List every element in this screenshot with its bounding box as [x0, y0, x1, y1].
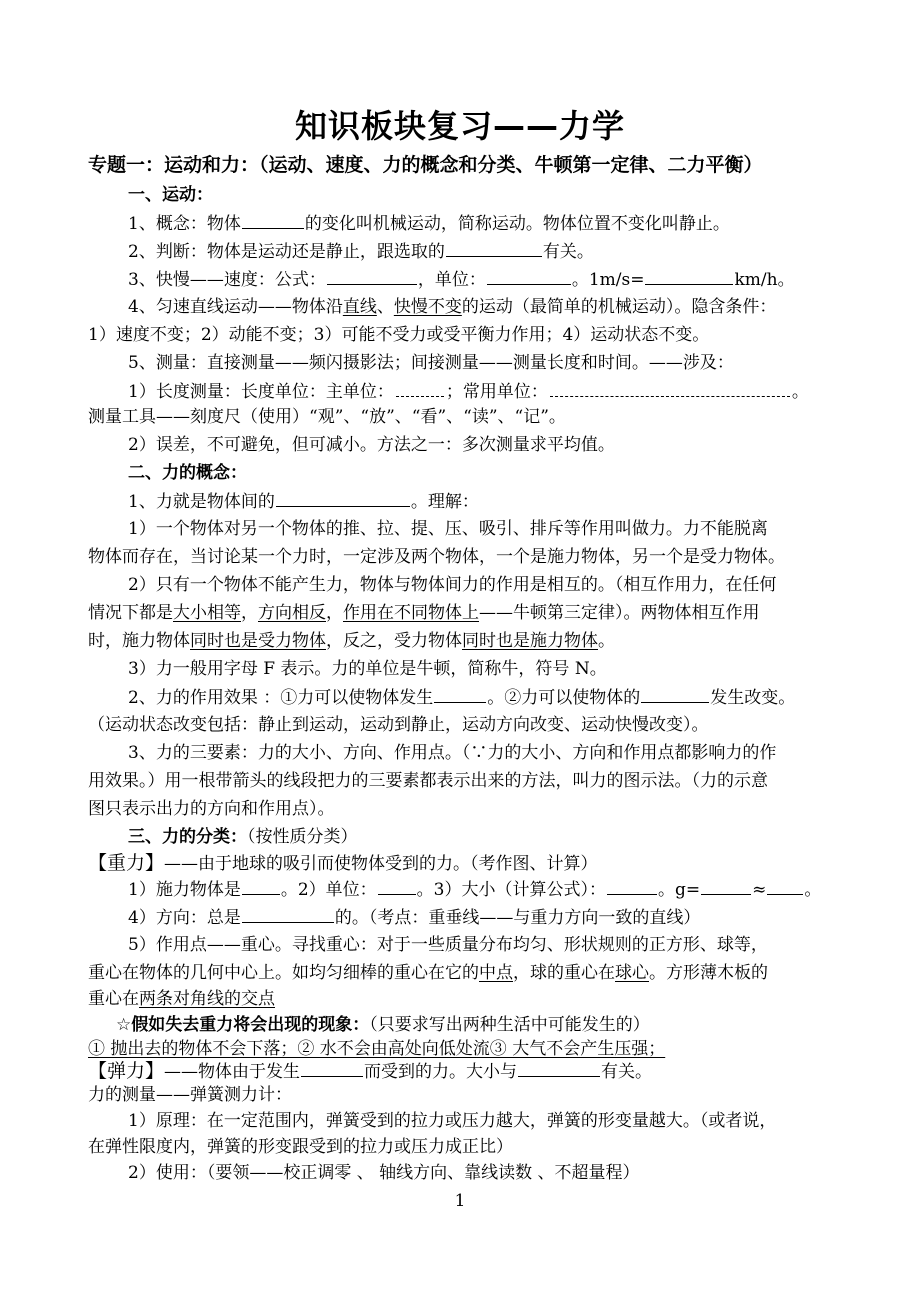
gravity-center-cont: 重心在物体的几何中心上。如均匀细棒的重心在它的中点，球的重心在球心。方形薄木板的	[88, 963, 768, 983]
force-paragraph: 物体而存在，当讨论某一个力时，一定涉及两个物体，一个是施力物体，另一个是受力物体。	[88, 547, 785, 567]
spring-principle-cont: 在弹性限度内，弹簧的形变跟受到的拉力或压力成正比）	[88, 1137, 513, 1157]
motion-speed: 3、快慢——速度：公式： ，单位： 。1m/s= km/h。	[128, 266, 795, 293]
fill-blank[interactable]	[242, 876, 280, 895]
force-unit: 3）力一般用字母 F 表示。力的单位是牛顿，简称牛，符号 N。	[128, 659, 607, 679]
no-gravity-answers: ① 抛出去的物体不会下落；② 水不会由高处向低处流③ 大气不会产生压强；	[88, 1039, 666, 1059]
force-paragraph: 3、力的三要素：力的大小、方向、作用点。（∵力的大小、方向和作用点都影响力的作	[128, 743, 777, 763]
page-number: 1	[454, 1191, 466, 1211]
fill-blank[interactable]	[301, 1058, 363, 1077]
document-title: 知识板块复习——力学	[294, 107, 625, 145]
implicit-conditions: 1）速度不变；2）动能不变；3）可能不受力或受平衡力作用；4）运动状态不变。	[88, 325, 710, 345]
topic-heading: 专题一：运动和力：（运动、速度、力的概念和分类、牛顿第一定律、二力平衡）	[88, 154, 763, 176]
measuring-tool: 测量工具——刻度尺（使用）“观”、“放”、“看”、“读”、“记”。	[88, 407, 566, 427]
motion-judge: 2、判断：物体是运动还是静止，跟选取的 有关。	[128, 238, 594, 265]
error-note: 2）误差，不可避免，但可减小。方法之一：多次测量求平均值。	[128, 435, 615, 455]
force-paragraph: 图只表示出力的方向和作用点）。	[88, 799, 335, 819]
fill-blank[interactable]	[767, 876, 803, 895]
fill-blank[interactable]	[396, 378, 444, 397]
spring-usage: 2）使用：（要领——校正调零 、 轴线方向、靠线读数 、不超量程）	[128, 1163, 640, 1183]
fill-blank[interactable]	[518, 1058, 600, 1077]
gravity-direction: 4）方向：总是 的。（考点：重垂线——与重力方向一致的直线）	[128, 904, 700, 931]
fill-blank[interactable]	[701, 876, 751, 895]
force-paragraph: 2）只有一个物体不能产生力，物体与物体间力的作用是相互的。（相互作用力，在任何	[128, 575, 777, 595]
fill-blank[interactable]	[378, 876, 416, 895]
elastic-definition: 【弹力】——物体由于发生 而受到的力。大小与 有关。	[88, 1060, 653, 1082]
section-heading-motion: 一、运动：	[128, 185, 213, 205]
spring-principle: 1）原理：在一定范围内，弹簧受到的拉力或压力越大，弹簧的形变量越大。（或者说，	[128, 1111, 777, 1131]
gravity-center-board: 重心在两条对角线的交点	[88, 989, 275, 1009]
fill-blank[interactable]	[645, 266, 733, 285]
uniform-motion: 4、匀速直线运动——物体沿直线、快慢不变的运动（最简单的机械运动）。隐含条件：	[128, 297, 777, 317]
fill-blank[interactable]	[242, 210, 304, 229]
fill-blank[interactable]	[327, 266, 417, 285]
force-measure: 力的测量——弹簧测力计：	[88, 1085, 292, 1105]
fill-blank[interactable]	[446, 238, 542, 257]
gravity-definition: 【重力】——由于地球的吸引而使物体受到的力。（考作图、计算）	[88, 852, 598, 874]
fill-blank[interactable]	[487, 266, 571, 285]
force-effects: 2、力的作用效果 ：①力可以使物体发生 。②力可以使物体的 发生改变。	[128, 684, 795, 711]
fill-blank[interactable]	[550, 378, 790, 397]
third-law-line: 情况下都是大小相等，方向相反，作用在不同物体上——牛顿第三定律）。两物体相互作用	[88, 603, 760, 623]
force-paragraph: 用效果。）用一根带箭头的线段把力的三要素都表示出来的方法，叫力的图示法。（力的示意	[88, 771, 768, 791]
motion-measure: 5、测量：直接测量——频闪摄影法；间接测量——测量长度和时间。——涉及：	[128, 353, 734, 373]
fill-blank[interactable]	[641, 684, 709, 703]
fill-blank[interactable]	[276, 488, 410, 507]
force-paragraph: 1）一个物体对另一个物体的推、拉、提、压、吸引、排斥等作用叫做力。力不能脱离	[128, 519, 768, 539]
mutual-force-line: 时，施力物体同时也是受力物体，反之，受力物体同时也是施力物体。	[88, 631, 615, 651]
section-heading-classification: 三、力的分类：（按性质分类）	[128, 827, 358, 847]
gravity-center: 5）作用点——重心。寻找重心：对于一些质量分布均匀、形状规则的正方形、球等，	[128, 935, 768, 955]
fill-blank[interactable]	[242, 904, 334, 923]
no-gravity-question: ☆假如失去重力将会出现的现象：（只要求写出两种生活中可能发生的）	[116, 1015, 650, 1035]
gravity-items: 1）施力物体是 。2）单位： 。3）大小（计算公式）： 。g= ≈ 。	[128, 876, 821, 903]
length-measure: 1）长度测量：长度单位：主单位： ；常用单位： 。	[128, 378, 809, 405]
fill-blank[interactable]	[607, 876, 657, 895]
section-heading-force: 二、力的概念：	[128, 463, 247, 483]
motion-concept: 1、概念：物体 的变化叫机械运动，简称运动。物体位置不变化叫静止。	[128, 210, 730, 237]
force-definition: 1、力就是物体间的 。理解：	[128, 488, 479, 515]
fill-blank[interactable]	[434, 684, 486, 703]
force-paragraph: （运动状态改变包括：静止到运动，运动到静止，运动方向改变、运动快慢改变）。	[88, 715, 709, 735]
